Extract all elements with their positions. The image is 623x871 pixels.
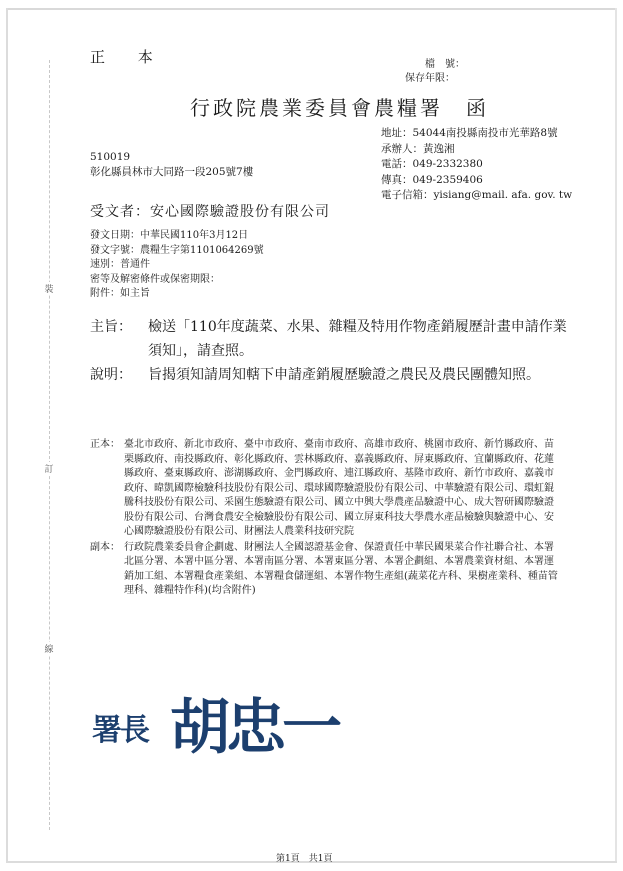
subject-label: 主旨： [90,319,132,335]
file-meta [405,58,465,86]
copy-mark: 正 本 [90,48,167,66]
attachment: 附件：如主旨 [90,288,150,299]
copy-label: 副本： [90,541,120,553]
primary-label: 正本： [90,439,120,450]
issue-date: 發文日期：中華民國110年3月12日 [90,230,249,241]
distribution-section [90,438,558,600]
explanation-row [90,363,570,387]
page-border-top [6,8,617,10]
subject-section [90,315,570,387]
recipient: 受文者：安心國際驗證股份有限公司 [90,204,330,220]
page-border-left [6,8,8,863]
primary-list: 臺北市政府、新北市政府、臺中市政府、臺南市政府、高雄市政府、桃園市政府、新竹縣政府、苗栗縣政府、南投縣政府、彰化縣政府、雲林縣政府、嘉義縣政府、屏東縣政府、宜蘭縣政府、花蓮縣政府、臺東縣政府、澎湖縣政府、金門縣政府、連江縣政府、基隆市政府、新竹市政府、嘉義市政府、暐凱國際檢驗科技股份有限公司、環球國際驗證股份有限公司、中華驗證有限公司、環虹錕騰科技股份有限公司、采園生態驗證有限公司、國立中興大學農產品驗證中心、成大智研國際驗證股份有限公司、台灣食農安全檢驗股份有限公司、國立屏東科技大學農水產品檢驗與驗證中心、安心國際驗證股份有限公司、財團法人農業科技研究院 [124,439,554,537]
binding-mark-1: 裝 [43,282,55,295]
recipient-postcode: 510019 [90,151,131,163]
svg-text:署長: 署長 [92,713,148,748]
document-meta [90,229,264,302]
issue-number: 發文字號：農糧生字第1101064269號 [90,244,264,256]
sender-fax: 傳真：049-2359406 [381,173,483,186]
sender-address: 地址：54044南投縣南投市光華路8號 [381,127,558,139]
binding-mark-2: 訂 [43,462,55,475]
primary-recipients [90,438,558,540]
sender-info [381,126,581,204]
file-number-label: 檔 號： [425,59,465,70]
binding-mark-3: 線 [43,642,55,655]
director-signature-stamp [92,690,382,762]
explanation-text: 旨揭須知請周知轄下申請產銷履歷驗證之農民及農民團體知照。 [148,367,540,383]
sender-handler: 承辦人：黃逸湘 [381,142,455,155]
page-footer: 第1頁 共1頁 [276,854,333,864]
explanation-label: 說明： [90,367,132,383]
sender-phone: 電話：049-2332380 [381,158,483,170]
copy-list: 行政院農業委員會企劃處、財團法人全國認證基金會、保證責任中華民國果菜合作社聯合社、本署北區分署、本署中區分署、本署南區分署、本署東區分署、本署企劃組、本署農業資材組、本署運銷加工組、本署糧食產業組、本署糧食儲運組、本署作物生產組(蔬菜花卉科、果樹產業科、種苗管理科、雜糧特作科)(均含附件) [124,541,558,596]
svg-text:胡忠一: 胡忠一 [170,693,338,762]
sender-email: 電子信箱：yisiang@mail. afa. gov. tw [381,189,573,201]
security-level: 密等及解密條件或保密期限： [90,273,220,285]
subject-row [90,315,570,363]
delivery-speed: 速別：普通件 [90,259,150,270]
subject-text: 檢送「110年度蔬菜、水果、雜糧及特用作物產銷履歷計畫申請作業須知」，請查照。 [148,319,567,359]
retention-label: 保存年限： [405,73,455,84]
page-border-right [615,8,617,863]
copy-recipients [90,541,558,599]
recipient-mailing [90,150,253,180]
binding-line [49,60,51,830]
document-title: 行政院農業委員會農糧署 函 [190,96,489,120]
recipient-address: 彰化縣員林市大同路一段205號7樓 [90,166,254,178]
